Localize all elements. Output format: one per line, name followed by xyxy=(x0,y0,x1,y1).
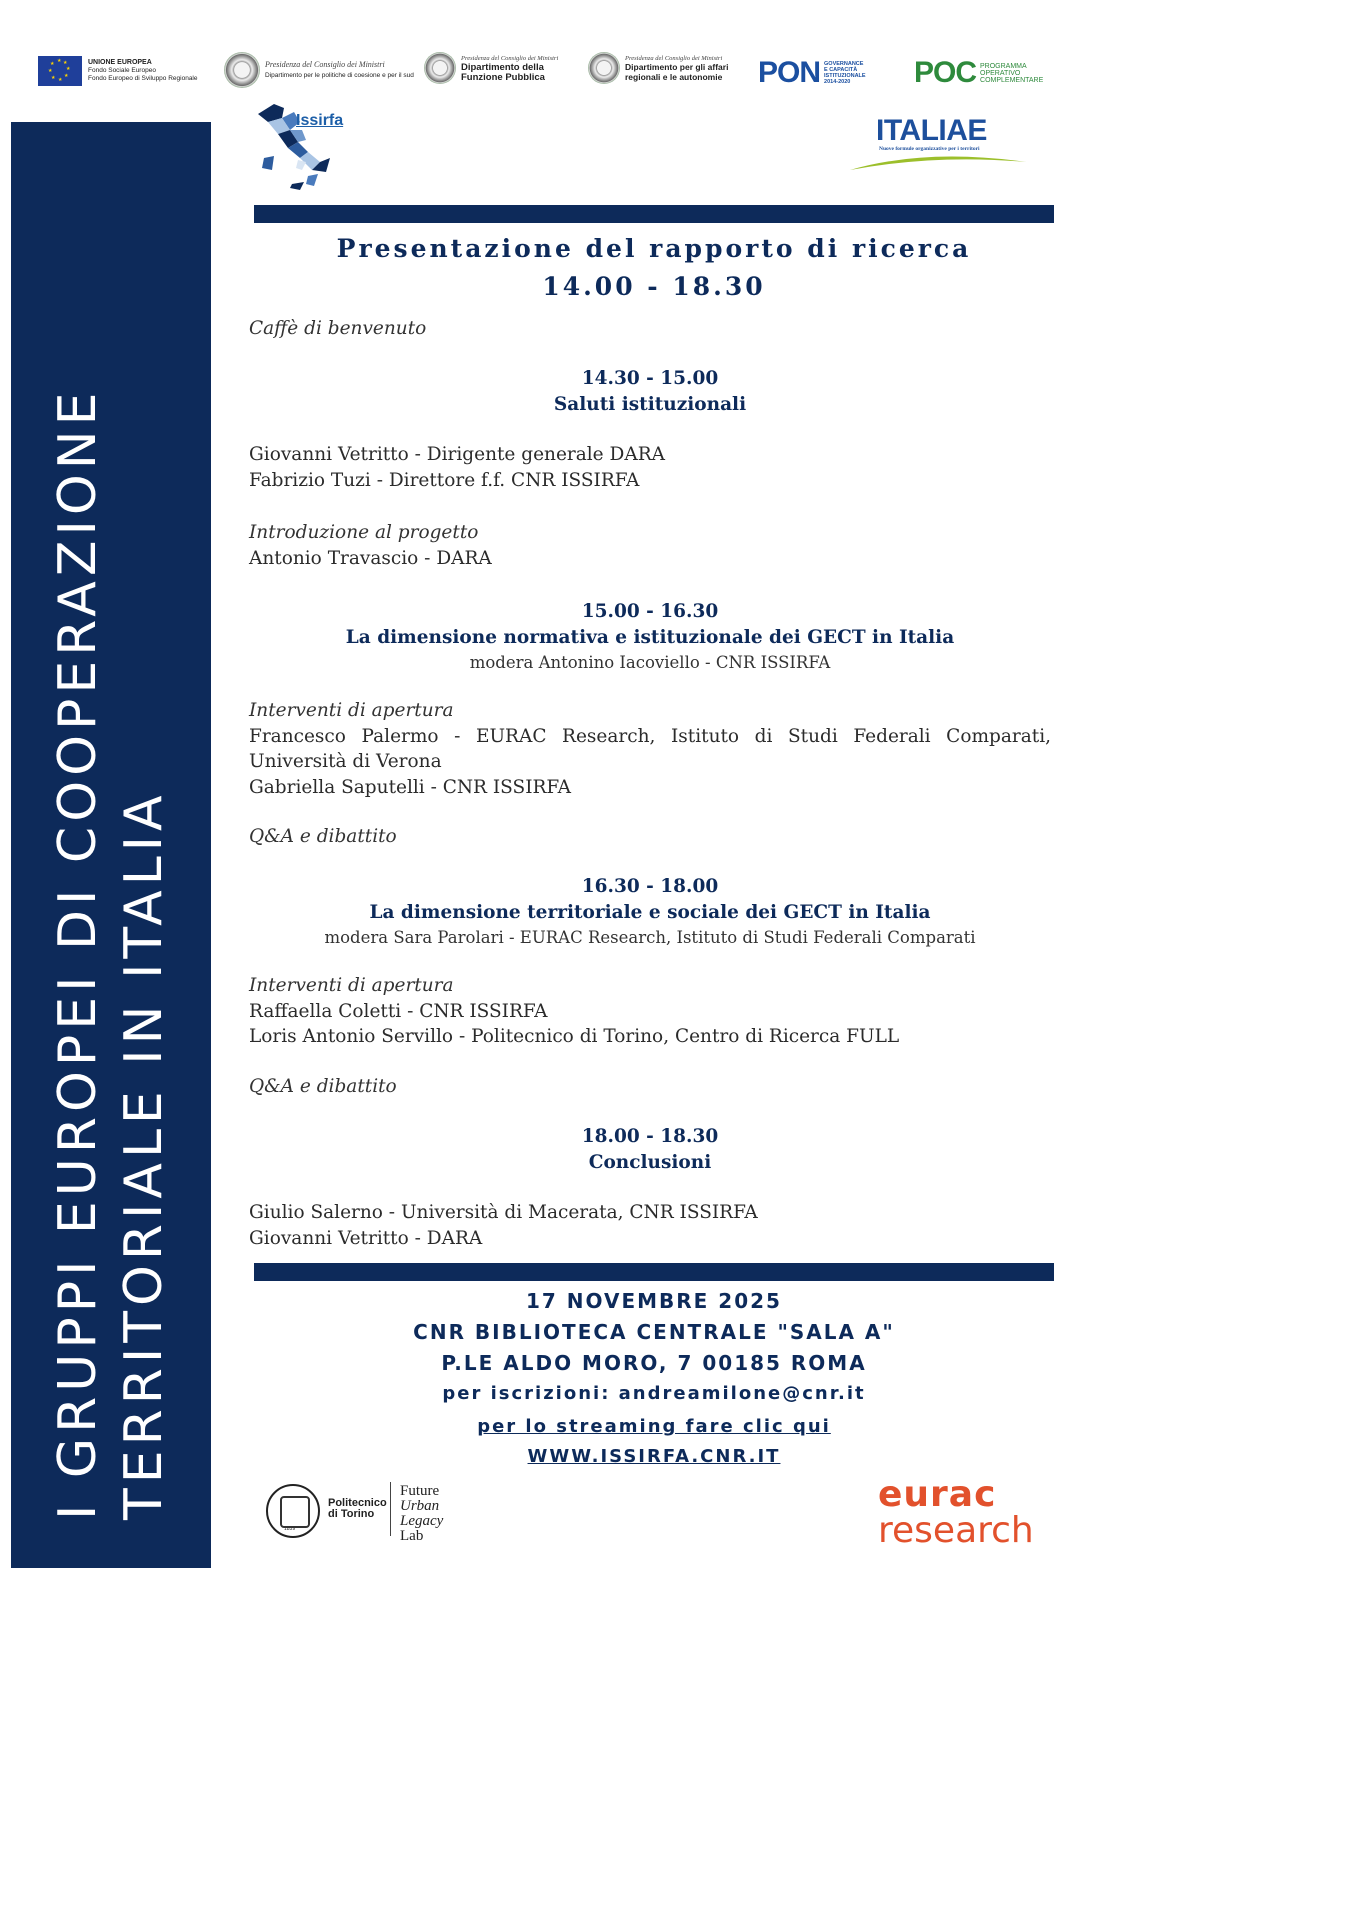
partner-logo-row xyxy=(38,48,1058,96)
speaker: Giovanni Vetritto - Dirigente generale DARA xyxy=(249,444,665,465)
session-1-title: Saluti istituzionali xyxy=(553,393,747,415)
top-divider xyxy=(254,205,1054,223)
issirfa-logo xyxy=(254,100,374,192)
session-4-title: Conclusioni xyxy=(588,1151,712,1173)
pon-sub-4: 2014-2020 xyxy=(824,79,851,85)
pon-sub-2: E CAPACITÀ xyxy=(824,67,858,73)
session-2-title: La dimensione normativa e istituzionale dei GECT in Italia xyxy=(345,626,955,648)
polito-name-2: di Torino xyxy=(328,1508,375,1520)
poc-logo xyxy=(914,56,1043,90)
streaming-link[interactable]: per lo streaming fare clic qui xyxy=(477,1416,831,1437)
italiae-name: ITALIAE xyxy=(876,114,987,147)
eurac-research-word: research xyxy=(878,1510,1034,1551)
fp-script: Presidenza del Consiglio dei Ministri xyxy=(461,54,559,62)
website-link[interactable]: WWW.ISSIRFA.CNR.IT xyxy=(527,1446,781,1467)
italian-emblem-icon xyxy=(224,52,260,88)
event-time: 14.00 - 18.30 xyxy=(542,272,766,301)
ar-dept-1: Dipartimento per gli affari xyxy=(625,62,729,73)
affari-regionali-logo xyxy=(588,52,728,84)
speaker: Giovanni Vetritto - DARA xyxy=(249,1227,483,1249)
intro-label: Introduzione al progetto xyxy=(249,522,479,543)
ar-script: Presidenza del Consiglio dei Ministri xyxy=(625,54,723,62)
eu-name: UNIONE EUROPEA xyxy=(88,59,152,66)
polito-year: 1859 xyxy=(284,1526,296,1532)
speaker: Giulio Salerno - Università di Macerata, CNR ISSIRFA xyxy=(249,1202,758,1223)
fp-dept-1: Dipartimento della xyxy=(461,62,544,74)
banner-title-line-1: I GRUPPI EUROPEI DI COOPERAZIONE xyxy=(48,387,108,1520)
session-3-time: 16.30 - 18.00 xyxy=(581,876,719,897)
italian-emblem-icon xyxy=(424,52,456,84)
eurac-name: eurac xyxy=(878,1474,997,1515)
pon-sub-3: ISTITUZIONALE xyxy=(824,73,866,79)
poc-sub-3: COMPLEMENTARE xyxy=(980,76,1044,84)
session-4-time: 18.00 - 18.30 xyxy=(581,1126,719,1147)
session-3-speakers xyxy=(249,973,1051,1050)
fulab-line-1: Future xyxy=(400,1483,440,1499)
fulab-line-2: Urban Legacy xyxy=(400,1498,444,1529)
speaker: Raffaella Coletti - CNR ISSIRFA xyxy=(249,1000,548,1022)
session-3-moderator: modera Sara Parolari - EURAC Research, Istituto di Studi Federali Comparati xyxy=(324,928,976,947)
polito-logo xyxy=(266,1478,486,1544)
session-3-title: La dimensione territoriale e sociale dei GECT in Italia xyxy=(369,901,931,923)
full-lab-logo xyxy=(400,1484,486,1544)
session-3-qa: Q&A e dibattito xyxy=(249,1076,397,1097)
presidenza-logo xyxy=(224,52,414,88)
speaker: Fabrizio Tuzi - Direttore f.f. CNR ISSIRFA xyxy=(249,469,640,491)
speaker: Antonio Travascio - DARA xyxy=(249,547,492,569)
opening-remarks-label: Interventi di apertura xyxy=(249,975,454,996)
poc-mark: POC xyxy=(914,56,977,89)
opening-remarks-label: Interventi di apertura xyxy=(249,700,454,721)
italiae-swoosh-icon xyxy=(846,150,1030,174)
polito-name-1: Politecnico xyxy=(328,1497,387,1509)
italiae-tagline: Nuove formule organizzative per i territori xyxy=(879,146,980,152)
registration-info: per iscrizioni: andreamilone@cnr.it xyxy=(442,1383,866,1404)
banner-title-line-2: TERRITORIALE IN ITALIA xyxy=(114,790,174,1520)
session-2-qa: Q&A e dibattito xyxy=(249,826,397,847)
project-introduction xyxy=(249,520,1051,571)
banner-title xyxy=(45,190,177,1520)
session-2-speakers xyxy=(249,698,1051,800)
welcome-coffee: Caffè di benvenuto xyxy=(249,318,427,339)
eu-logo xyxy=(38,56,198,86)
speaker: Loris Antonio Servillo - Politecnico di Torino, Centro di Ricerca FULL xyxy=(249,1026,900,1047)
session-2-moderator: modera Antonino Iacoviello - CNR ISSIRFA xyxy=(469,653,831,672)
pon-logo xyxy=(758,56,866,90)
eurac-research-logo xyxy=(878,1474,1058,1556)
session-3 xyxy=(249,874,1051,951)
pon-sub-1: GOVERNANCE xyxy=(824,61,864,67)
logo-divider xyxy=(390,1482,391,1536)
session-4-speakers xyxy=(249,1200,1051,1251)
eu-fund-1: Fondo Sociale Europeo xyxy=(88,67,156,74)
poc-sub-1: PROGRAMMA xyxy=(980,62,1027,70)
session-2-time: 15.00 - 16.30 xyxy=(581,601,719,622)
bottom-divider xyxy=(254,1263,1054,1281)
ar-dept-2: regionali e le autonomie xyxy=(625,71,723,82)
event-date: 17 NOVEMBRE 2025 xyxy=(526,1289,782,1313)
issirfa-name: Issirfa xyxy=(296,112,344,129)
session-4 xyxy=(249,1124,1051,1175)
session-1 xyxy=(249,366,1051,417)
polito-seal-icon xyxy=(266,1484,320,1538)
presidenza-script: Presidenza del Consiglio dei Ministri xyxy=(265,60,385,69)
speaker: Gabriella Saputelli - CNR ISSIRFA xyxy=(249,776,572,798)
eu-fund-2: Fondo Europeo di Sviluppo Regionale xyxy=(88,75,198,82)
fp-dept-2: Funzione Pubblica xyxy=(461,71,545,83)
funzione-pubblica-logo xyxy=(424,52,558,84)
session-1-time: 14.30 - 15.00 xyxy=(581,368,719,389)
presidenza-dept: Dipartimento per le politiche di coesione e per il sud xyxy=(265,71,414,79)
speaker: Francesco Palermo - EURAC Research, Istituto di Studi Federali Comparati, Università di Verona xyxy=(249,725,1051,772)
session-2 xyxy=(249,599,1051,676)
pon-mark: PON xyxy=(758,56,821,89)
poc-sub-2: OPERATIVO xyxy=(980,69,1021,77)
italian-emblem-icon xyxy=(588,52,620,84)
fulab-line-3: Lab xyxy=(400,1528,424,1544)
eu-flag-icon: ★ ★ ★ ★ ★ ★ ★ ★ xyxy=(38,56,82,86)
italiae-logo xyxy=(846,114,1030,174)
event-title: Presentazione del rapporto di ricerca xyxy=(336,234,972,263)
session-1-speakers xyxy=(249,442,1051,493)
event-venue: CNR BIBLIOTECA CENTRALE "SALA A" xyxy=(413,1320,895,1344)
event-address: P.LE ALDO MORO, 7 00185 ROMA xyxy=(441,1351,867,1375)
